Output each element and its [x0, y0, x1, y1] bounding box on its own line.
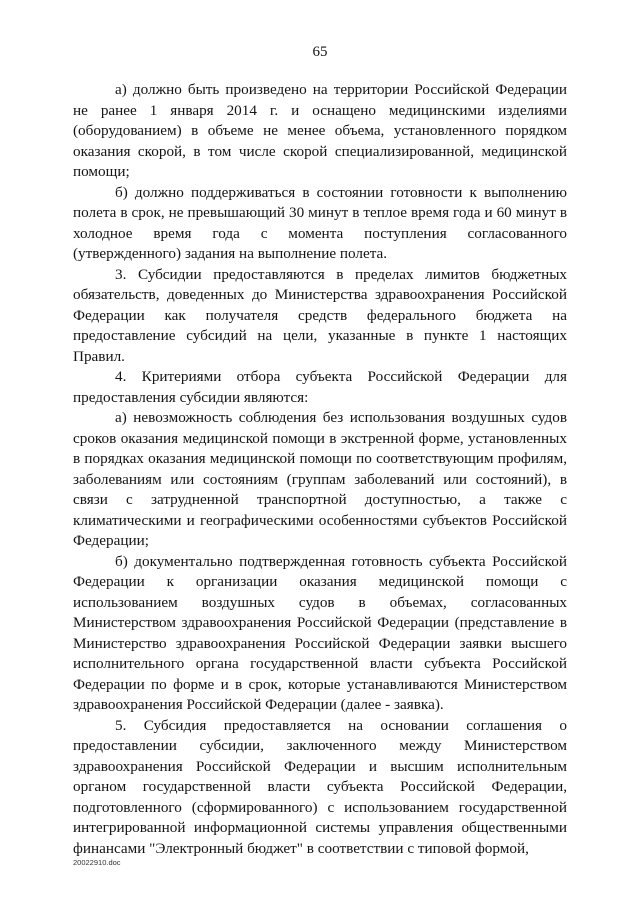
paragraph-3-subsidy-limits: 3. Субсидии предоставляются в пределах лимитов бюджетных обязательств, доведенных до Министерства здравоохранения Российской Федерации как получателя средств федерального бюджета на предоставление субсидий на цели, указанные в пункте 1 настоящих Правил.: [73, 265, 567, 365]
paragraph-b-readiness: б) должно поддерживаться в состоянии готовности к выполнению полета в срок, не превышающий 30 минут в теплое время года и 60 минут в холодное время года с момента поступления согласованного (утвержденного) задания на выполнение полета.: [73, 183, 567, 262]
paragraph-5-agreement: 5. Субсидия предоставляется на основании соглашения о предоставлении субсидии, заключенного между Министерством здравоохранения Российской Федерации и высшим исполнительным органом государственной власти субъекта Российской Федерации, подготовленного (сформированного) с использованием государственной интегрированной информационной системы управления общественными финансами "Электронный бюджет" в соответствии с типовой формой,: [73, 716, 567, 857]
paragraph-a-aircraft-production: а) должно быть произведено на территории Российской Федерации не ранее 1 января 2014 г. и оснащено медицинскими изделиями (оборудованием) в объеме не менее объема, установленного порядком оказания скорой, в том числе скорой специализированной, медицинской помощи;: [73, 81, 567, 180]
document-body: [73, 80, 567, 859]
paragraph-4a-impossibility: а) невозможность соблюдения без использования воздушных судов сроков оказания медицинской помощи в экстренной форме, установленных в порядках оказания медицинской помощи по соответствующим профилям, заболеваниям или состояниям (группам заболеваний или состояний), в связи с затрудненной транспортной доступностью, а также с климатическими и географическими особенностями субъектов Российской Федерации;: [73, 409, 567, 549]
file-name-footer: 20022910.doc: [73, 858, 121, 867]
page-number: 65: [312, 44, 328, 60]
paragraph-4b-documented-readiness: б) документально подтвержденная готовность субъекта Российской Федерации к организации оказания медицинской помощи с использованием воздушных судов в объемах, согласованных Министерством здравоохранения Российской Федерации (представление в Министерство здравоохранения Российской Федерации заявки высшего исполнительного органа государственной власти субъекта Российской Федерации по форме и в срок, которые устанавливаются Министерством здравоохранения Российской Федерации (далее - заявка).: [73, 552, 567, 713]
paragraph-4-selection-criteria: 4. Критериями отбора субъекта Российской Федерации для предоставления субсидии являются:: [73, 368, 567, 406]
